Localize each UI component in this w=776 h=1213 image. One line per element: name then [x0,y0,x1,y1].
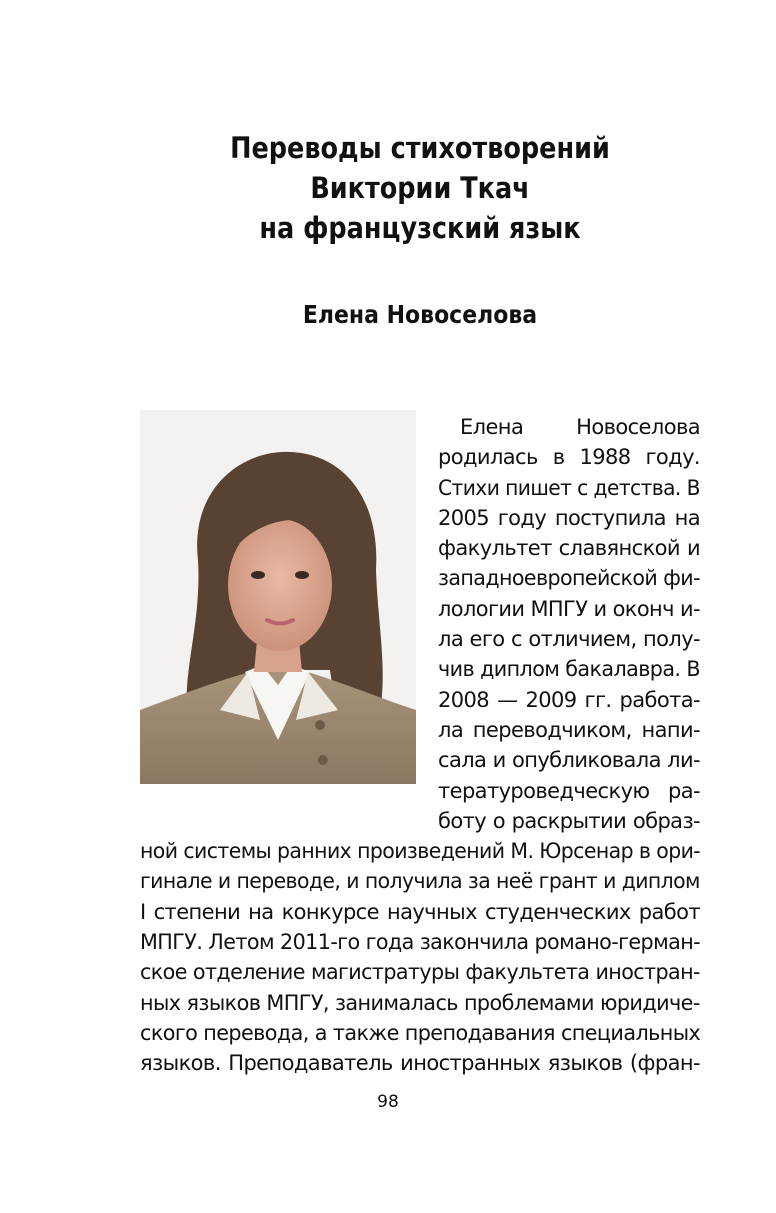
page-number: 98 [377,1092,399,1112]
bio-line: Стихи пишет с детства. В [438,475,700,500]
bio-line: чив диплом бакалавра. В [438,657,701,682]
bio-line: I степени на конкурсе научных студенческих работ [140,899,700,924]
bio-line: лологии МПГУ и оконч и- [438,596,700,621]
bio-line: сала и опубликовала ли- [438,748,700,773]
bio-line: боту о раскрытии образ- [438,808,700,833]
bio-line: западноевропейской фи- [438,566,700,591]
bio-line: тературоведческую ра- [438,778,700,803]
bio-line: 2008 — 2009 гг. работа- [438,687,700,712]
bio-line: Елена Новоселова [460,415,700,439]
bio-line: ла его с отличием, полу- [438,627,700,652]
bio-line: МПГУ. Летом 2011-го года закончила романо-герман- [140,930,701,955]
bio-line: языков. Преподаватель иностранных языков (фран- [140,1051,700,1076]
poem-translation-title [103,128,737,248]
title-line-2: Виктории Ткач [310,171,530,205]
bio-line: ского перевода, а также преподавания специальных [140,1020,701,1045]
bio-line: 2005 году поступила на [438,505,700,530]
bio-line: ла переводчиком, напи- [438,717,700,742]
bio-line: ных языков МПГУ, занималась проблемами юридиче- [140,990,700,1015]
author-name: Елена Новоселова [302,300,538,329]
author-biography [140,412,700,1079]
bio-line: факультет славянской и [438,536,700,561]
bio-line: гинале и переводе, и получила за неё грант и диплом [140,869,700,894]
bio-line: родилась в 1988 году. [438,445,700,470]
bio-line: ной системы ранних произведений М. Юрсенар в ори- [140,839,701,864]
bio-line: ское отделение магистратуры факультета иностран- [140,960,700,985]
title-line-3: на французский язык [259,211,581,245]
title-line-1: Переводы стихотворений [230,131,610,165]
